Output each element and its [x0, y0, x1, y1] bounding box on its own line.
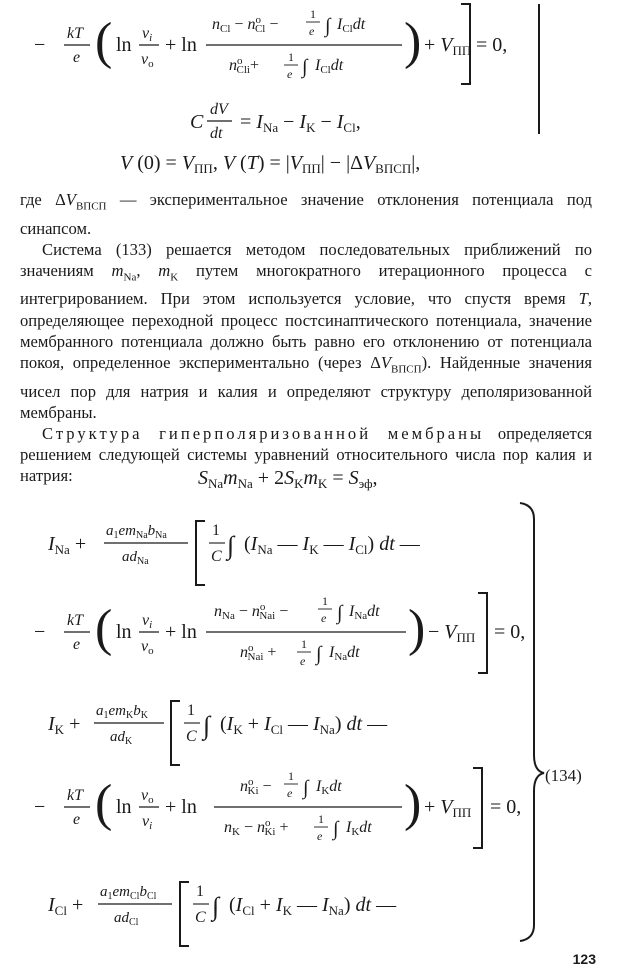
text-block — [20, 189, 592, 487]
svg-text:ln: ln — [116, 621, 132, 643]
svg-text:ln: ln — [116, 796, 132, 818]
svg-text:INa +: $I_{Na}$ + — [48, 533, 87, 557]
svg-text:+ ln: + ln — [165, 34, 197, 56]
svg-text:noNai +: $n^o$ Nai + — [240, 642, 277, 663]
svg-text:e: e — [321, 611, 327, 625]
svg-text:(: ( — [95, 775, 113, 832]
equation-na-2 — [34, 593, 525, 673]
svg-text:1: 1 — [310, 7, 316, 21]
equation-na-1 — [47, 521, 421, 585]
svg-text:e: e — [317, 829, 323, 843]
svg-text:(INa — IK — ICl) dt —: ($I_{Na}$ — $I_K$ — $I_{Cl}$) dt — — [244, 533, 420, 557]
svg-text:nNa − noNai −: nNa − $n^o$ Nai − — [214, 601, 289, 622]
svg-text:1: 1 — [288, 50, 294, 64]
svg-text:): ) — [408, 600, 426, 657]
svg-text:C: C — [211, 548, 222, 565]
svg-text:+ ln: + ln — [165, 796, 197, 818]
svg-text:adCl: $ad_{Cl}$ — [114, 910, 139, 928]
equation-system-134 — [0, 455, 620, 955]
svg-text:e: e — [300, 654, 306, 668]
svg-text:e: e — [73, 811, 81, 828]
svg-text:kT: kT — [67, 612, 83, 629]
svg-text:vo: vo — [141, 51, 154, 70]
svg-text:1: 1 — [196, 883, 204, 900]
svg-text:vi: vi — [142, 612, 153, 631]
equation-row-3 — [120, 152, 420, 176]
spaced-term: Структура гиперполяризованной мембраны — [42, 423, 485, 443]
svg-text:vo: vo — [141, 638, 154, 657]
svg-text:−: − — [34, 621, 46, 643]
svg-text:IK +: $I_K$ + — [48, 713, 81, 737]
equation-number: (134) — [545, 766, 582, 785]
svg-text:1: 1 — [318, 812, 324, 826]
svg-text:vi: vi — [142, 813, 153, 832]
svg-text:e: e — [309, 24, 315, 38]
paragraph-3-rest: определяется решением следующей системы уравнений относительного числа пор калия и натрия: — [20, 423, 592, 486]
svg-text:C: C — [190, 111, 204, 133]
svg-text:e: e — [287, 786, 293, 800]
svg-text:dt: dt — [210, 125, 223, 142]
svg-text:IKdt: IKdt — [346, 819, 372, 838]
equation-s — [198, 467, 378, 491]
svg-text:∫: ∫ — [227, 531, 235, 560]
svg-text:+ VПП: + $V_{ПП}$ — [424, 796, 472, 820]
svg-text:INadt: INadt — [329, 644, 360, 663]
svg-text:1: 1 — [301, 637, 307, 651]
svg-text:kT: kT — [67, 25, 83, 42]
svg-text:−: − — [34, 796, 46, 818]
svg-text:noCli+: $n^o$ Cli+ — [229, 55, 259, 76]
svg-text:adK: $ad_K$ — [110, 729, 133, 747]
equation-k-1 — [47, 701, 388, 765]
svg-text:C: C — [195, 909, 206, 926]
svg-text:∫: ∫ — [325, 15, 331, 37]
svg-text:nCl − noCl −: nCl − $n^o$ Cl − — [212, 14, 279, 35]
svg-text:): ) — [404, 13, 422, 70]
svg-text:∫: ∫ — [212, 892, 220, 921]
svg-text:a1emClbCl: $a_1em_{Cl}b_{Cl}$ — [100, 884, 157, 902]
paragraph-1: где $\Delta V_{ВПСП}$ — экспериментальное значение отклонения потенциала под синапсом. — [20, 190, 592, 238]
svg-text:1: 1 — [322, 594, 328, 608]
equation-row-2 — [190, 101, 361, 142]
svg-text:C: C — [186, 728, 197, 745]
svg-text:nK − noKi +: nK − $n^o$ Ki + — [224, 817, 289, 838]
svg-text:a1emNabNa: $a_1em_{Na}b_{Na}$ — [106, 523, 167, 541]
svg-text:∫: ∫ — [333, 818, 339, 840]
svg-text:(: ( — [95, 13, 113, 70]
svg-text:+ ln: + ln — [165, 621, 197, 643]
equation-top — [0, 0, 620, 180]
svg-text:ICldt: ICldt — [337, 16, 366, 35]
svg-text:ln: ln — [116, 34, 132, 56]
page-number: 123 — [572, 951, 596, 967]
svg-text:1: 1 — [212, 522, 220, 539]
equation-row-1 — [34, 4, 507, 84]
svg-text:∫: ∫ — [203, 711, 211, 740]
svg-text:noKi −: $n^o$ Ki − — [240, 776, 272, 797]
svg-text:IKdt: IKdt — [316, 778, 342, 797]
svg-text:1: 1 — [187, 702, 195, 719]
svg-text:vo: vo — [141, 787, 154, 806]
svg-text:−: − — [34, 34, 46, 56]
svg-text:− VПП: − $V_{ПП}$ — [428, 621, 476, 645]
svg-text:∫: ∫ — [337, 602, 343, 624]
svg-text:= 0,: = 0, — [494, 621, 526, 643]
svg-text:+ VПП: + $V_{ПП}$ — [424, 34, 472, 58]
svg-text:1: 1 — [288, 769, 294, 783]
svg-text:ICl +: $I_{Cl}$ + — [48, 894, 84, 918]
svg-text:= 0,: = 0, — [490, 796, 522, 818]
svg-text:= 0,: = 0, — [476, 34, 508, 56]
svg-text:dV: dV — [210, 101, 228, 118]
svg-text:a1emKbK: $a_1em_Kb_K$ — [96, 703, 148, 721]
svg-text:e: e — [73, 49, 81, 66]
svg-text:∫: ∫ — [316, 643, 322, 665]
paragraph-2: Система (133) решается методом последовательных приближений по значениям $m_{Na}$, $m_K$ путем многократного итерационного процесса с интегрированием. При этом используется условие, что спустя время T, определяющее переходной процесс постсинаптического потенциала, значение мембранного потенциала должно быть равно его отклонению от потенциала покоя, определенное экспериментально (через $\Delta V_{ВПСП}$). Найденные значения чисел пор для натрия и калия и определяют структуру деполяризованной мембраны. — [20, 239, 592, 422]
equation-cl-1 — [47, 882, 397, 946]
svg-text:∫: ∫ — [302, 56, 308, 78]
svg-text:SNamNa + 2SKmK = Sэф,: $S_{Na}m_{Na} + 2S_Km_K = S_{эф}$, — [198, 467, 378, 491]
svg-text:= INa − IK − ICl,: = $I_{Na} - I_K - I_{Cl}$, — [240, 111, 361, 135]
svg-text:INadt: INadt — [349, 603, 380, 622]
svg-text:e: e — [287, 67, 293, 81]
svg-text:∫: ∫ — [303, 777, 309, 799]
svg-text:e: e — [73, 636, 81, 653]
svg-text:(ICl + IK — INa) dt —: ($I_{Cl} + I_K$ — $I_{Na}$) dt — — [229, 894, 397, 918]
svg-text:): ) — [404, 775, 422, 832]
svg-text:kT: kT — [67, 787, 83, 804]
system-brace — [520, 503, 544, 941]
svg-text:V (0) = VПП, V (T) = |VПП| −: V $(0) = V_{ПП}$, V $(T) = |V_{ПП}| - |\Delta V_{ВПСП}|$, — [120, 152, 421, 176]
equation-k-2 — [34, 768, 521, 848]
svg-text:(IK + ICl — INa) dt —: ($I_K + I_{Cl}$ — $I_{Na}$) dt — — [220, 713, 388, 737]
svg-text:(: ( — [95, 600, 113, 657]
svg-text:vi: vi — [142, 25, 153, 44]
svg-text:adNa: $ad_{Na}$ — [122, 549, 149, 567]
svg-text:ICldt: ICldt — [315, 57, 344, 76]
